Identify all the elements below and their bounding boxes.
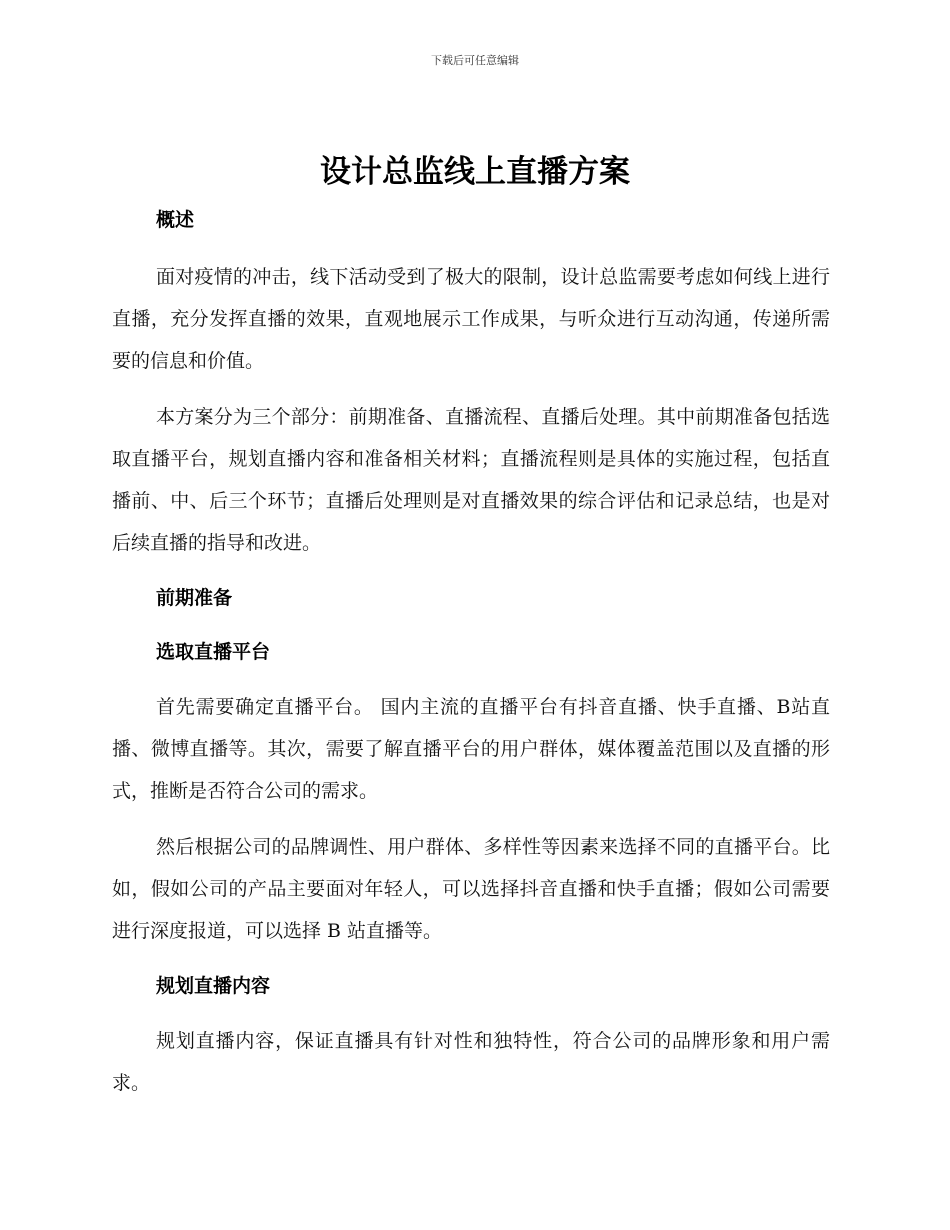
section-heading-content: 规划直播内容 [156,975,271,997]
section-heading-overview: 概述 [156,209,195,231]
document-body [112,200,830,1104]
platform-paragraph: 然后根据公司的品牌调性、用户群体、多样性等因素来选择不同的直播平台。比如，假如公司的产品主要面对年轻人，可以选择抖音直播和快手直播；假如公司需要进行深度报道，可以选择 B 站直播等。 [112,836,830,942]
section-heading-preparation: 前期准备 [156,587,233,609]
overview-paragraph: 本方案分为三个部分：前期准备、直播流程、直播后处理。其中前期准备包括选取直播平台，规划直播内容和准备相关材料；直播流程则是具体的实施过程，包括直播前、中、后三个环节；直播后处理则是对直播效果的综合评估和记录总结，也是对后续直播的指导和改进。 [112,406,830,554]
platform-paragraph: 首先需要确定直播平台。 国内主流的直播平台有抖音直播、快手直播、B站直播、微博直播等。其次，需要了解直播平台的用户群体，媒体覆盖范围以及直播的形式，推断是否符合公司的需求。 [112,696,830,802]
overview-paragraph: 面对疫情的冲击，线下活动受到了极大的限制，设计总监需要考虑如何线上进行直播，充分发挥直播的效果，直观地展示工作成果，与听众进行互动沟通，传递所需要的信息和价值。 [112,266,830,372]
content-paragraph: 规划直播内容，保证直播具有针对性和独特性，符合公司的品牌形象和用户需求。 [112,1030,830,1094]
document-title: 设计总监线上直播方案 [320,154,630,190]
section-heading-platform: 选取直播平台 [156,641,271,663]
header-note: 下载后可任意编辑 [431,54,519,67]
